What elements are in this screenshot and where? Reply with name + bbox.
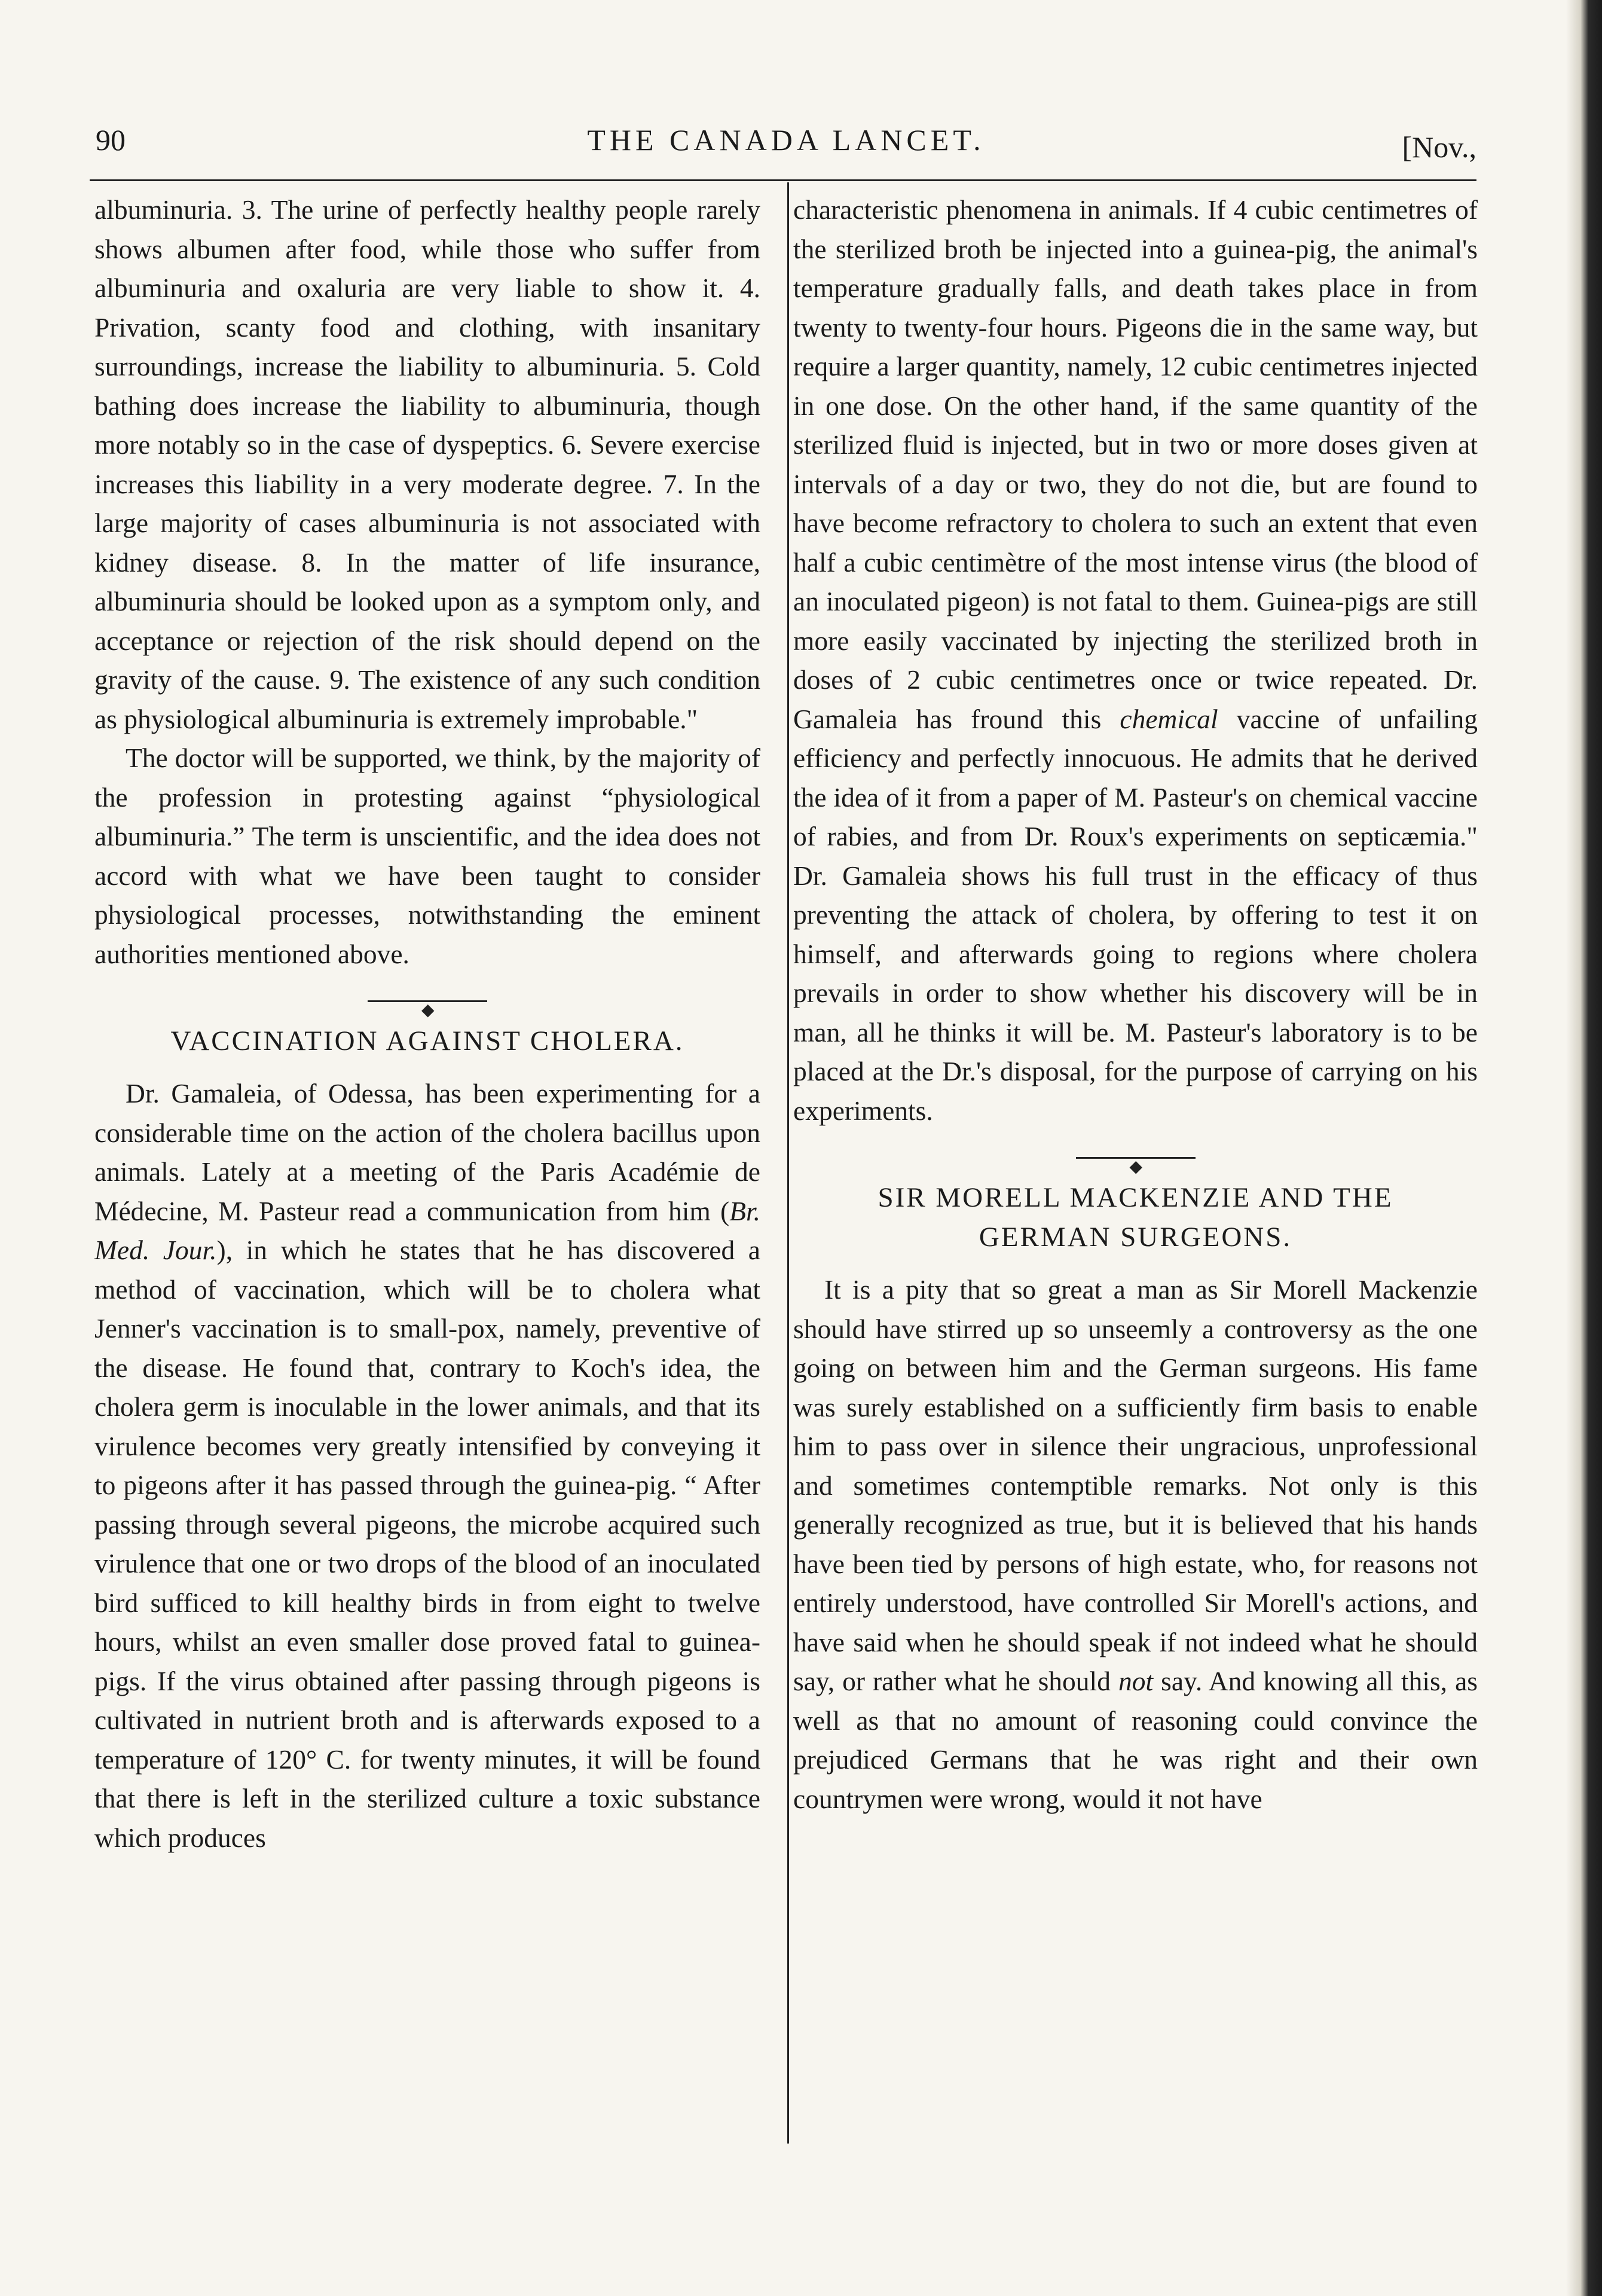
section-separator: [793, 1130, 1478, 1178]
article-paragraph: [94, 1074, 760, 1857]
journal-citation: Br. Med. Jour.: [94, 1195, 760, 1265]
column-divider: [787, 182, 789, 2144]
text-run: characteristic phenomena in animals. If 4 cubic centimetres of the sterilized broth be injected into a guinea-pig, the animal's temperature gradually falls, and death takes place in from twenty to twenty-four hours. Pigeons die in the same way, but require a larger quantity, namely, 12 cubic centimetres injected in one dose. On the other hand, if the same quantity of the sterilized fluid is injected, but in two or more doses given at intervals of a day or two, they do not die, but are found to have become refractory to cholera to such an extent that even half a cubic centimètre of the most intense virus (the blood of an inoculated pigeon) is not fatal to them. Guinea-pigs are still more easily vaccinated by injecting the sterilized broth in doses of 2 cubic centimetres once or twice repeated. Dr. Gamaleia has fround this: [793, 194, 1478, 734]
article-paragraph: The doctor will be supported, we think, by the majority of the profession in protesting against “physiological albuminuria.” The term is unscientific, and the idea does not accord with what we have been taught to consider physiological processes, notwithstanding the eminent authorities mentioned above.: [94, 743, 760, 969]
header-rule: [90, 179, 1476, 181]
issue-date: [Nov.,: [1402, 130, 1476, 164]
section-title-line: GERMAN SURGEONS.: [979, 1222, 1292, 1253]
text-run: ), in which he states that he has discovered a method of vaccination, which will be to cholera what Jenner's vaccination is to small-pox, namely, preventive of the disease. He found that, contrary to Koch's idea, the cholera germ is inoculable in the lower animals, and that its virulence becomes very greatly intensified by conveying it to pigeons after it has passed through the guinea-pig. “ After passing through several pigeons, the microbe acquired such virulence that one or two drops of the blood of an inoculated bird sufficed to kill healthy birds in from eight to twelve hours, whilst an even smaller dose proved fatal to guinea-pigs. If the virus obtained after passing through pigeons is cultivated in nutrient broth and is afterwards exposed to a temperature of 120° C. for twenty minutes, it will be found that there is left in the sterilized culture a toxic substance which produces: [94, 1235, 760, 1853]
article-paragraph: albuminuria. 3. The urine of perfectly healthy people rarely shows albumen after food, while those who suffer from albuminuria and oxaluria are very liable to show it. 4. Privation, scanty food and clothing, with insanitary surroundings, increase the liability to albuminuria. 5. Cold bathing does increase the liability to albuminuria, though more notably so in the case of dyspeptics. 6. Severe exercise increases this liability in a very moderate degree. 7. In the large majority of cases albuminuria is not associated with kidney disease. 8. In the matter of life insurance, albuminuria should be looked upon as a symptom only, and acceptance or rejection of the risk should depend on the gravity of the cause. 9. The existence of any such condition as physiological albuminuria is extremely improbable.": [94, 194, 760, 734]
emphasis: chemical: [1120, 703, 1218, 734]
section-title: [793, 1178, 1478, 1257]
section-separator: [94, 973, 760, 1021]
section-title-line: SIR MORELL MACKENZIE AND THE: [878, 1182, 1393, 1213]
text-run: It is a pity that so great a man as Sir Morell Mackenzie should have stirred up so unseemly a controversy as the one going on between him and the German surgeons. His fame was surely established on a sufficiently firm basis to enable him to pass over in silence their ungracious, unprofessional and sometimes contemptible remarks. Not only is this generally recognized as true, but it is believed that his hands have been tied by persons of high estate, who, for reasons not entirely understood, have controlled Sir Morell's actions, and have said when he should speak if not indeed what he should say, or rather what he should: [793, 1274, 1478, 1696]
article-paragraph: [793, 1270, 1478, 1818]
section-title: VACCINATION AGAINST CHOLERA.: [170, 1025, 684, 1057]
page-number: 90: [96, 123, 126, 157]
journal-title: THE CANADA LANCET.: [587, 123, 985, 157]
left-column: [94, 190, 760, 1857]
text-run: say. And knowing all this, as well as that no amount of reasoning could convince the prejudiced Germans that he was right and their own countrymen were wrong, would it not have: [793, 1666, 1478, 1814]
emphasis: not: [1118, 1666, 1154, 1696]
page-edge-shadow: [1566, 0, 1602, 2296]
running-header: [96, 123, 1476, 164]
article-paragraph: [793, 190, 1478, 1130]
text-run: Dr. Gamaleia, of Odessa, has been experimenting for a considerable time on the action of the cholera bacillus upon animals. Lately at a meeting of the Paris Académie de Médecine, M. Pasteur read a communication from him (: [94, 1078, 760, 1226]
right-column: [793, 190, 1478, 1818]
text-run: vaccine of unfailing efficiency and perfectly innocuous. He admits that he derived the idea of it from a paper of M. Pasteur's on chemical vaccine of rabies, and from Dr. Roux's experiments on septicæmia." Dr. Gamaleia shows his full trust in the efficacy of thus preventing the attack of cholera, by offering to test it on himself, and afterwards going to regions where cholera prevails in order to show whether his discovery will be in man, all he thinks it will be. M. Pasteur's laboratory is to be placed at the Dr.'s disposal, for the purpose of carrying on his experiments.: [793, 703, 1478, 1126]
